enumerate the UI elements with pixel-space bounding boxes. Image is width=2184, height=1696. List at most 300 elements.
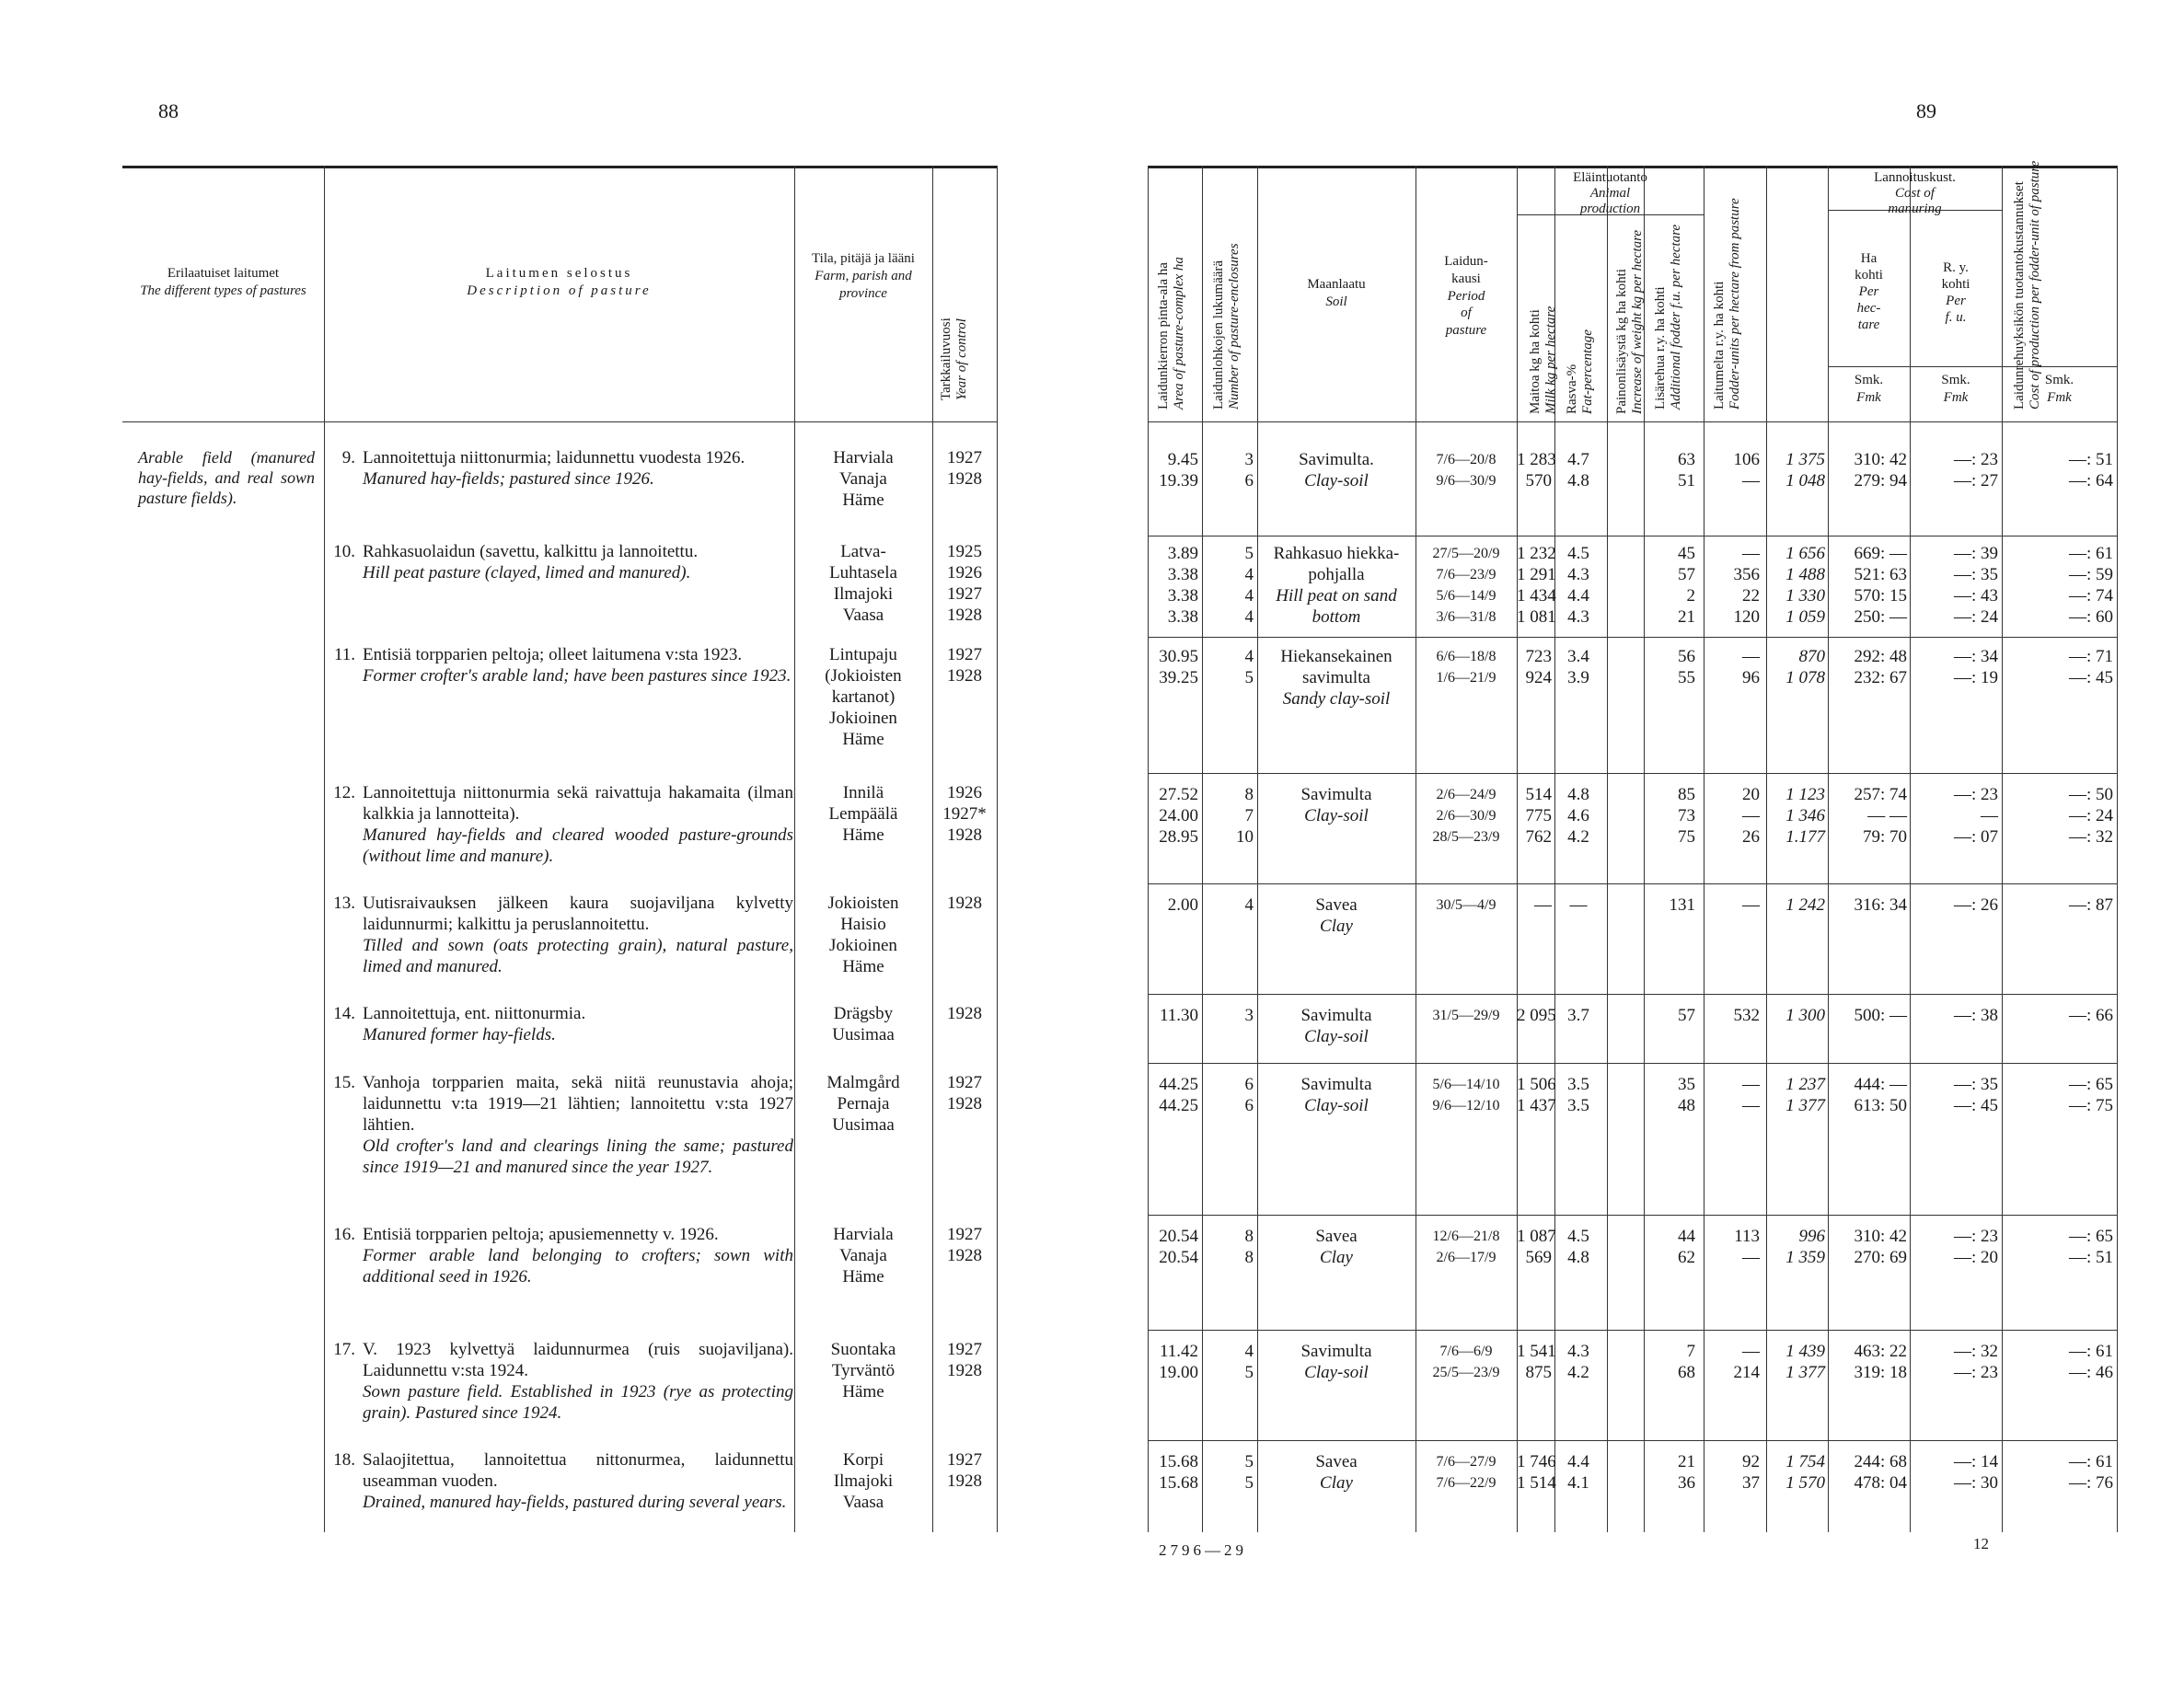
cell-area: 2.00 xyxy=(1167,895,1198,915)
cell-ha: 500: — xyxy=(1854,1006,1907,1025)
header-period-line: pasture xyxy=(1445,323,1487,338)
cell-ry: — xyxy=(1981,806,1998,825)
header-period-line: Period xyxy=(1447,288,1485,304)
cell-encl: 3 xyxy=(1244,450,1254,469)
farm-line: Innilä xyxy=(842,783,884,802)
cell-prod: —: 46 xyxy=(2068,1363,2113,1382)
row-description xyxy=(363,644,793,686)
farm-line: kartanot) xyxy=(831,687,896,707)
cell-ha: 232: 67 xyxy=(1854,668,1907,687)
cell-fodder: 1 346 xyxy=(1785,806,1825,825)
cell-encl: 5 xyxy=(1244,1452,1254,1471)
cell-soil: Savea xyxy=(1315,895,1358,915)
farm-line: Haisio xyxy=(840,915,886,934)
row-number: 11. xyxy=(333,645,355,664)
cell-ha: 310: 42 xyxy=(1854,450,1907,469)
cell-fat: — xyxy=(1569,895,1588,915)
header-animal-line: Eläintuotanto xyxy=(1573,170,1647,185)
header-cost-line: manuring xyxy=(1888,202,1942,216)
header-fat-fi: Rasva-% xyxy=(1565,363,1579,414)
cell-milk: 1 746 xyxy=(1517,1452,1556,1471)
cell-encl: 5 xyxy=(1244,668,1254,687)
cell-prod: —: 61 xyxy=(2068,544,2113,563)
header-fodder-en: Fodder-units per hectare from pasture xyxy=(1728,198,1742,410)
cell-fat: 4.6 xyxy=(1567,806,1589,825)
cell-ha: 319: 18 xyxy=(1854,1363,1907,1382)
cell-soil: Savea xyxy=(1315,1452,1358,1471)
cell-fodder: 1 754 xyxy=(1785,1452,1825,1471)
description-en: Manured hay-fields; pastured since 1926. xyxy=(363,469,654,489)
header-fat xyxy=(1565,230,1596,414)
cell-add: 214 xyxy=(1733,1363,1760,1382)
cell-weight: 73 xyxy=(1678,806,1695,825)
farm-line: Tyrväntö xyxy=(831,1361,896,1380)
header-production-cost-en: Cost of production per fodder-unit of pasture xyxy=(2028,160,2042,410)
col-divider xyxy=(1607,166,1608,1532)
description-fi: Vanhoja torpparien maita, sekä niitä reunustavia ahoja; laidunnettu v:ta 1919—21 lähtien; lannoitettu v:sta 1927 lähtien. xyxy=(363,1073,793,1135)
cell-weight: 131 xyxy=(1669,895,1695,915)
header-ry-line: Per xyxy=(1946,294,1966,308)
currency-fi: Smk. xyxy=(1941,373,1970,387)
col-divider xyxy=(932,166,933,1532)
cell-period: 6/6—18/8 xyxy=(1436,649,1496,664)
row-description xyxy=(363,541,793,583)
cell-period: 7/6—22/9 xyxy=(1436,1475,1496,1491)
cell-ry: —: 23 xyxy=(1953,1227,1998,1246)
cell-ha: 244: 68 xyxy=(1854,1452,1907,1471)
cell-soil: Savea xyxy=(1315,1227,1358,1246)
farm-line: Lempäälä xyxy=(828,804,898,824)
farm-line: Pernaja xyxy=(837,1094,890,1113)
cell-ry: —: 27 xyxy=(1953,471,1998,490)
cell-weight: 62 xyxy=(1678,1248,1695,1267)
header-area xyxy=(1156,179,1187,410)
header-area-en: Area of pasture-complex ha xyxy=(1172,257,1186,410)
col-divider xyxy=(1148,166,1149,1532)
cell-fat: 4.8 xyxy=(1567,1248,1589,1267)
cell-ry: —: 35 xyxy=(1953,565,1998,584)
cell-soil: Clay xyxy=(1320,1248,1353,1267)
cell-add: 113 xyxy=(1734,1227,1760,1246)
cell-ry: —: 32 xyxy=(1953,1342,1998,1361)
cell-encl: 7 xyxy=(1244,806,1254,825)
cell-area: 19.39 xyxy=(1159,471,1198,490)
description-en: Hill peat pasture (clayed, limed and manured). xyxy=(363,563,691,583)
cell-add: 106 xyxy=(1733,450,1760,469)
cell-encl: 5 xyxy=(1244,544,1254,563)
cell-fat: 4.5 xyxy=(1567,544,1589,563)
row-description xyxy=(363,1003,793,1045)
cell-fodder: 1 656 xyxy=(1785,544,1825,563)
description-en: Tilled and sown (oats protecting grain), natural pasture, limed and manured. xyxy=(363,936,793,976)
col-divider xyxy=(1517,166,1518,1532)
year-line: 1927* xyxy=(942,804,987,824)
cell-prod: —: 87 xyxy=(2068,895,2113,915)
cell-soil: Clay xyxy=(1320,1473,1353,1493)
header-period-line: Laidun- xyxy=(1444,254,1488,269)
category-label: Arable field (manured hay-fields, and real sown pasture fields). xyxy=(138,448,315,507)
header-fodder-fi: Laitumelta r.y. ha kohti xyxy=(1712,281,1727,410)
row-description xyxy=(363,447,793,490)
cell-milk: 775 xyxy=(1525,806,1552,825)
cell-milk: 875 xyxy=(1525,1363,1552,1382)
farm-line: (Jokioisten xyxy=(825,666,902,686)
header-ry-line: kohti xyxy=(1941,277,1970,292)
col-divider xyxy=(1202,166,1203,1532)
cell-soil: Hill peat on sand xyxy=(1276,586,1397,606)
cell-prod: —: 71 xyxy=(2068,647,2113,666)
farm-line: Häme xyxy=(842,825,884,845)
cell-ha: 270: 69 xyxy=(1854,1248,1907,1267)
cell-encl: 4 xyxy=(1244,607,1254,627)
cell-soil: Savimulta xyxy=(1300,785,1372,804)
header-weight xyxy=(1614,230,1646,414)
header-farm-fi: Tila, pitäjä ja lääni xyxy=(812,251,915,266)
cell-ry: —: 23 xyxy=(1953,450,1998,469)
cell-milk: 1 232 xyxy=(1517,544,1556,563)
header-cost-line: Lannoituskust. xyxy=(1874,170,1956,185)
cell-encl: 4 xyxy=(1244,565,1254,584)
farm-line: Vanaja xyxy=(839,469,887,489)
description-en: Drained, manured hay-fields, pastured during several years. xyxy=(363,1493,787,1512)
cell-period: 31/5—29/9 xyxy=(1432,1008,1500,1023)
description-en: Manured hay-fields and cleared wooded pasture-grounds (without lime and manure). xyxy=(363,825,793,866)
header-description xyxy=(324,265,794,300)
cell-weight: 51 xyxy=(1678,471,1695,490)
col-divider xyxy=(2002,166,2003,1532)
header-farm-en: Farm, parish and province xyxy=(815,268,912,301)
header-bottom-rule xyxy=(122,421,997,422)
cell-milk: 1 437 xyxy=(1517,1096,1556,1115)
cell-period: 2/6—17/9 xyxy=(1436,1250,1496,1265)
year-line: 1927 xyxy=(947,1073,982,1092)
cell-area: 15.68 xyxy=(1159,1473,1198,1493)
cell-encl: 4 xyxy=(1244,586,1254,606)
cell-ry: —: 19 xyxy=(1953,668,1998,687)
cell-weight: 7 xyxy=(1686,1342,1695,1361)
header-ha-line: tare xyxy=(1857,317,1880,332)
cell-fat: 4.8 xyxy=(1567,471,1589,490)
col-divider xyxy=(1910,166,1911,1532)
header-period xyxy=(1416,253,1517,340)
header-period-line: kausi xyxy=(1451,271,1481,286)
cell-fat: 4.3 xyxy=(1567,1342,1589,1361)
cell-add: — xyxy=(1742,544,1760,563)
cell-add: 532 xyxy=(1733,1006,1760,1025)
header-additional-fodder-en: Additional fodder f.u. per hectare xyxy=(1669,224,1683,410)
header-currency xyxy=(2002,372,2117,407)
cell-fodder: 1 377 xyxy=(1785,1096,1825,1115)
row-description xyxy=(363,1072,793,1178)
row-number: 14. xyxy=(333,1004,355,1023)
description-en: Former arable land belonging to crofters; sown with additional seed in 1926. xyxy=(363,1246,793,1286)
cell-ha: 463: 22 xyxy=(1854,1342,1907,1361)
cell-ha: 250: — xyxy=(1854,607,1907,627)
cell-add: 26 xyxy=(1742,827,1760,847)
header-enclosures-fi: Laidunlohkojen lukumäärä xyxy=(1211,260,1226,410)
cell-fat: 3.5 xyxy=(1567,1075,1589,1094)
cell-milk: 1 434 xyxy=(1517,586,1556,606)
cell-add: 20 xyxy=(1742,785,1760,804)
farm-line: Korpi xyxy=(842,1450,884,1470)
description-fi: Lannoitettuja niittonurmia sekä raivattuja hakamaita (ilman kalkkia ja lannotteita). xyxy=(363,783,793,824)
cell-encl: 5 xyxy=(1244,1473,1254,1493)
year-line: 1928 xyxy=(947,469,982,489)
description-fi: Entisiä torpparien peltoja; apusiemennetty v. 1926. xyxy=(363,1225,719,1244)
header-types xyxy=(122,265,324,300)
cell-prod: —: 60 xyxy=(2068,607,2113,627)
header-milk-fi: Maitoa kg ha kohti xyxy=(1528,309,1543,414)
cell-area: 30.95 xyxy=(1159,647,1198,666)
cell-prod: —: 76 xyxy=(2068,1473,2113,1493)
cell-ry: —: 38 xyxy=(1953,1006,1998,1025)
header-ha-line: kohti xyxy=(1855,268,1883,283)
cell-prod: —: 64 xyxy=(2068,471,2113,490)
header-soil xyxy=(1257,276,1416,311)
cell-milk: 762 xyxy=(1525,827,1552,847)
cell-ha: 257: 74 xyxy=(1854,785,1907,804)
cell-add: — xyxy=(1742,471,1760,490)
row-description xyxy=(363,1449,793,1513)
cell-ha: 669: — xyxy=(1854,544,1907,563)
description-fi: Entisiä torpparien peltoja; olleet laitumena v:sta 1923. xyxy=(363,645,743,664)
header-types-fi: Erilaatuiset laitumet xyxy=(167,266,280,281)
signature-mark: 12 xyxy=(1973,1535,1989,1552)
cell-add: — xyxy=(1742,647,1760,666)
farm-line: Ilmajoki xyxy=(833,1471,894,1491)
farm-line: Häme xyxy=(842,730,884,749)
cell-encl: 10 xyxy=(1236,827,1254,847)
cell-prod: —: 45 xyxy=(2068,668,2113,687)
cell-soil: pohjalla xyxy=(1308,565,1365,584)
cell-weight: 21 xyxy=(1678,607,1695,627)
currency-en: Fmk xyxy=(1943,389,1969,405)
year-line: 1927 xyxy=(947,1225,982,1244)
cell-milk: 1 087 xyxy=(1517,1227,1556,1246)
cell-period: 5/6—14/10 xyxy=(1432,1077,1500,1092)
cell-fat: 3.5 xyxy=(1567,1096,1589,1115)
year-line: 1926 xyxy=(947,563,982,583)
cell-weight: 44 xyxy=(1678,1227,1695,1246)
row-number: 9. xyxy=(341,448,355,467)
header-milk xyxy=(1528,230,1559,414)
cell-fat: 4.3 xyxy=(1567,565,1589,584)
cell-add: — xyxy=(1742,1096,1760,1115)
row-number: 18. xyxy=(333,1450,355,1470)
cell-fodder: 1 439 xyxy=(1785,1342,1825,1361)
cell-fodder: 1 078 xyxy=(1785,668,1825,687)
cell-ry: —: 43 xyxy=(1953,586,1998,606)
table-top-rule xyxy=(1148,166,2117,168)
cell-fat: 4.2 xyxy=(1567,1363,1589,1382)
cell-soil: Clay-soil xyxy=(1304,471,1369,490)
header-area-fi: Laidunkierron pinta-ala ha xyxy=(1156,262,1171,410)
col-divider xyxy=(2117,166,2118,1532)
col-divider xyxy=(1828,166,1829,1532)
cell-prod: —: 51 xyxy=(2068,1248,2113,1267)
header-per-hectare xyxy=(1828,250,1910,333)
row-description xyxy=(363,893,793,977)
year-line: 1928 xyxy=(947,1471,982,1491)
cell-add: — xyxy=(1742,1075,1760,1094)
cell-milk: 1 283 xyxy=(1517,450,1556,469)
cell-ha: 310: 42 xyxy=(1854,1227,1907,1246)
cell-ry: —: 23 xyxy=(1953,785,1998,804)
cell-milk: 723 xyxy=(1525,647,1552,666)
header-enclosures-en: Number of pasture-enclosures xyxy=(1227,243,1242,410)
farm-line: Jokioinen xyxy=(829,936,897,955)
cell-milk: 1 081 xyxy=(1517,607,1556,627)
cell-period: 9/6—30/9 xyxy=(1436,473,1496,489)
header-additional-fodder-fi: Lisärehua r.y. ha kohti xyxy=(1653,286,1668,410)
header-production-cost-fi: Laidunrehuyksikön tuotantokustannukset xyxy=(2012,181,2027,410)
cell-soil: Sandy clay-soil xyxy=(1282,689,1391,709)
cell-ry: —: 39 xyxy=(1953,544,1998,563)
cell-fodder: 1 059 xyxy=(1785,607,1825,627)
cell-weight: 57 xyxy=(1678,565,1695,584)
cell-area: 3.38 xyxy=(1167,607,1198,627)
cell-period: 9/6—12/10 xyxy=(1432,1098,1500,1113)
cell-period: 1/6—21/9 xyxy=(1436,670,1496,686)
cell-encl: 4 xyxy=(1244,647,1254,666)
cell-fodder: 1 242 xyxy=(1785,895,1825,915)
cell-ry: —: 20 xyxy=(1953,1248,1998,1267)
cell-milk: 570 xyxy=(1525,471,1552,490)
cell-area: 24.00 xyxy=(1159,806,1198,825)
header-fat-en: Fat-percentage xyxy=(1580,329,1595,414)
header-fodder xyxy=(1712,179,1743,410)
cell-fodder: 1 359 xyxy=(1785,1248,1825,1267)
currency-en: Fmk xyxy=(2047,389,2072,405)
farm-line: Vaasa xyxy=(842,1493,884,1512)
cell-prod: —: 75 xyxy=(2068,1096,2113,1115)
header-farm xyxy=(803,250,923,302)
year-line: 1928 xyxy=(947,1246,982,1265)
cell-fodder: 1 237 xyxy=(1785,1075,1825,1094)
header-currency xyxy=(1910,372,2002,407)
description-en: Old crofter's land and clearings lining the same; pastured since 1919—21 and manured since the year 1927. xyxy=(363,1136,793,1177)
cell-add: 92 xyxy=(1742,1452,1760,1471)
row-separator xyxy=(1148,773,2117,774)
farm-line: Uusimaa xyxy=(832,1025,895,1044)
header-year xyxy=(939,216,970,400)
header-description-fi: Laitumen selostus xyxy=(485,266,633,281)
header-soil-fi: Maanlaatu xyxy=(1307,277,1366,292)
cell-fat: 4.4 xyxy=(1567,1452,1589,1471)
cell-add: — xyxy=(1742,1248,1760,1267)
cell-encl: 8 xyxy=(1244,1248,1254,1267)
cell-ha: 570: 15 xyxy=(1854,586,1907,606)
farm-line: Häme xyxy=(842,957,884,976)
cell-period: 12/6—21/8 xyxy=(1432,1229,1500,1244)
cell-area: 11.30 xyxy=(1159,1006,1198,1025)
cell-prod: —: 61 xyxy=(2068,1342,2113,1361)
header-description-en: Description of pasture xyxy=(467,283,652,298)
row-separator xyxy=(1148,1063,2117,1064)
year-line: 1927 xyxy=(947,448,982,467)
cell-soil: savimulta xyxy=(1302,668,1370,687)
right-page xyxy=(1092,0,2184,1696)
cell-area: 44.25 xyxy=(1159,1075,1198,1094)
row-number: 17. xyxy=(333,1340,355,1359)
farm-line: Vanaja xyxy=(839,1246,887,1265)
col-divider xyxy=(324,166,325,1532)
header-types-en: The different types of pastures xyxy=(140,283,306,298)
cell-ha: 613: 50 xyxy=(1854,1096,1907,1115)
cell-fat: 4.3 xyxy=(1567,607,1589,627)
cell-area: 11.42 xyxy=(1159,1342,1198,1361)
header-enclosures xyxy=(1211,179,1242,410)
cell-ha: 292: 48 xyxy=(1854,647,1907,666)
cell-ry: —: 07 xyxy=(1953,827,1998,847)
cell-prod: —: 65 xyxy=(2068,1075,2113,1094)
row-separator xyxy=(1148,1440,2117,1441)
year-line: 1928 xyxy=(947,1361,982,1380)
row-description xyxy=(363,1224,793,1287)
cell-weight: 35 xyxy=(1678,1075,1695,1094)
cell-period: 7/6—6/9 xyxy=(1439,1344,1493,1359)
header-per-fodder-unit xyxy=(1910,260,2002,326)
header-ry-line: R. y. xyxy=(1943,260,1969,275)
year-line: 1928 xyxy=(947,606,982,625)
cell-area: 20.54 xyxy=(1159,1227,1198,1246)
cell-soil: Clay-soil xyxy=(1304,1027,1369,1046)
cell-weight: 55 xyxy=(1678,668,1695,687)
farm-line: Jokioinen xyxy=(829,709,897,728)
year-line: 1927 xyxy=(947,1450,982,1470)
cell-ha: 279: 94 xyxy=(1854,471,1907,490)
cell-fat: 3.7 xyxy=(1567,1006,1589,1025)
cell-prod: —: 32 xyxy=(2068,827,2113,847)
cell-milk: 1 506 xyxy=(1517,1075,1556,1094)
description-en: Sown pasture field. Established in 1923 (rye as protecting grain). Pastured since 1924. xyxy=(363,1382,793,1423)
cell-fodder: 870 xyxy=(1798,647,1825,666)
col-divider xyxy=(1766,166,1767,1532)
cell-encl: 6 xyxy=(1244,1096,1254,1115)
cell-area: 15.68 xyxy=(1159,1452,1198,1471)
cell-ha: 521: 63 xyxy=(1854,565,1907,584)
cell-fat: 4.1 xyxy=(1567,1473,1589,1493)
cell-area: 27.52 xyxy=(1159,785,1198,804)
cell-period: 25/5—23/9 xyxy=(1432,1365,1500,1380)
row-description xyxy=(363,1339,793,1424)
farm-line: Ilmajoki xyxy=(833,584,894,604)
description-fi: Lannoitettuja, ent. niittonurmia. xyxy=(363,1004,586,1023)
cell-soil: Savimulta xyxy=(1300,1006,1372,1025)
cell-area: 3.38 xyxy=(1167,565,1198,584)
cell-period: 7/6—27/9 xyxy=(1436,1454,1496,1470)
cell-fodder: 1 488 xyxy=(1785,565,1825,584)
farm-line: Malmgård xyxy=(826,1073,900,1092)
farm-line: Häme xyxy=(842,490,884,510)
row-description xyxy=(363,782,793,867)
col-divider xyxy=(1257,166,1258,1532)
header-animal-production xyxy=(1517,170,1704,217)
cell-weight: 48 xyxy=(1678,1096,1695,1115)
cell-milk: 1 541 xyxy=(1517,1342,1556,1361)
cell-prod: —: 74 xyxy=(2068,586,2113,606)
description-en: Former crofter's arable land; have been pastures since 1923. xyxy=(363,666,792,686)
cell-add: 37 xyxy=(1742,1473,1760,1493)
year-line: 1927 xyxy=(947,584,982,604)
description-fi: Salaojitettua, lannoitettua nittonurmea, laidunnettu useamman vuoden. xyxy=(363,1450,793,1491)
header-ha-line: hec- xyxy=(1856,301,1881,316)
cell-milk: 2 095 xyxy=(1517,1006,1556,1025)
farm-line: Häme xyxy=(842,1267,884,1286)
cell-encl: 4 xyxy=(1244,1342,1254,1361)
cell-fodder: 1 375 xyxy=(1785,450,1825,469)
cell-soil: bottom xyxy=(1312,607,1361,627)
